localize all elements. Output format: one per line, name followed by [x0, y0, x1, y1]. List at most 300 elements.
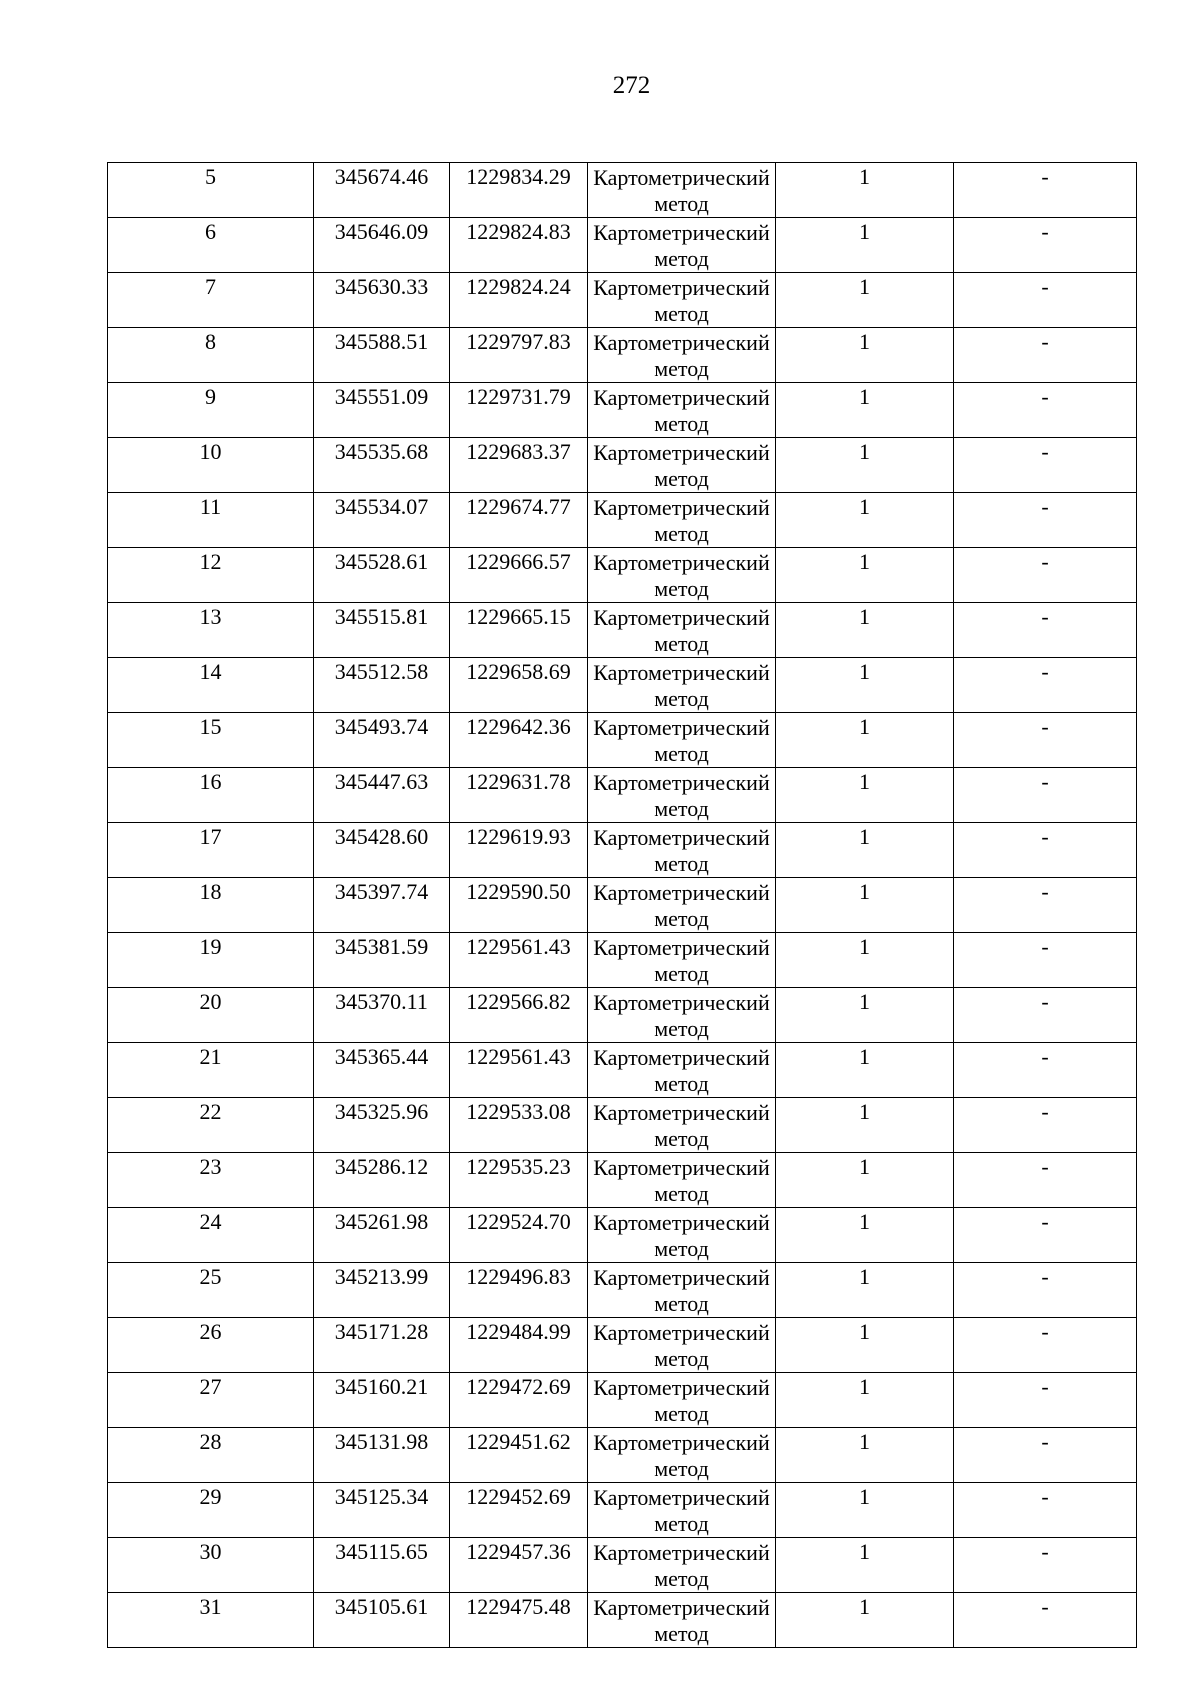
- note-value: -: [1041, 219, 1049, 244]
- x-coordinate-cell: [314, 1153, 450, 1208]
- method-value: Картометрический метод: [593, 220, 770, 271]
- point-number-value: 23: [199, 1154, 222, 1179]
- method-cell: [588, 933, 776, 988]
- note-cell: [954, 768, 1137, 823]
- x-coordinate-value: 345160.21: [334, 1374, 429, 1399]
- note-cell: [954, 273, 1137, 328]
- point-number-cell: [108, 273, 314, 328]
- note-cell: [954, 1208, 1137, 1263]
- x-coordinate-value: 345370.11: [335, 989, 428, 1014]
- accuracy-cell: [776, 328, 954, 383]
- point-number-value: 21: [199, 1044, 222, 1069]
- accuracy-cell: [776, 878, 954, 933]
- note-cell: [954, 328, 1137, 383]
- table-row: [108, 1373, 1137, 1428]
- y-coordinate-value: 1229496.83: [466, 1264, 571, 1289]
- y-coordinate-value: 1229731.79: [466, 384, 571, 409]
- method-value: Картометрический метод: [593, 1265, 770, 1316]
- y-coordinate-value: 1229683.37: [466, 439, 571, 464]
- point-number-cell: [108, 548, 314, 603]
- accuracy-cell: [776, 1263, 954, 1318]
- y-coordinate-value: 1229472.69: [466, 1374, 571, 1399]
- accuracy-cell: [776, 1483, 954, 1538]
- point-number-cell: [108, 1153, 314, 1208]
- y-coordinate-value: 1229566.82: [466, 989, 571, 1014]
- note-cell: [954, 1373, 1137, 1428]
- method-cell: [588, 658, 776, 713]
- point-number-value: 20: [199, 989, 222, 1014]
- y-coordinate-value: 1229535.23: [466, 1154, 571, 1179]
- point-number-value: 7: [205, 274, 216, 299]
- y-coordinate-cell: [450, 603, 588, 658]
- note-cell: [954, 878, 1137, 933]
- x-coordinate-cell: [314, 218, 450, 273]
- point-number-value: 27: [199, 1374, 222, 1399]
- point-number-cell: [108, 1593, 314, 1648]
- y-coordinate-cell: [450, 1428, 588, 1483]
- x-coordinate-cell: [314, 1263, 450, 1318]
- y-coordinate-cell: [450, 658, 588, 713]
- method-cell: [588, 328, 776, 383]
- y-coordinate-cell: [450, 988, 588, 1043]
- method-cell: [588, 878, 776, 933]
- x-coordinate-value: 345261.98: [334, 1209, 429, 1234]
- accuracy-value: 1: [859, 1374, 870, 1399]
- note-cell: [954, 1593, 1137, 1648]
- accuracy-value: 1: [859, 439, 870, 464]
- accuracy-value: 1: [859, 494, 870, 519]
- table-row: [108, 878, 1137, 933]
- y-coordinate-cell: [450, 1153, 588, 1208]
- accuracy-cell: [776, 1428, 954, 1483]
- x-coordinate-value: 345325.96: [334, 1099, 429, 1124]
- accuracy-cell: [776, 383, 954, 438]
- method-value: Картометрический метод: [593, 935, 770, 986]
- table-row: [108, 328, 1137, 383]
- accuracy-cell: [776, 218, 954, 273]
- note-value: -: [1041, 1264, 1049, 1289]
- note-value: -: [1041, 659, 1049, 684]
- note-value: -: [1041, 824, 1049, 849]
- point-number-cell: [108, 933, 314, 988]
- x-coordinate-value: 345630.33: [334, 274, 429, 299]
- method-cell: [588, 218, 776, 273]
- table-row: [108, 1263, 1137, 1318]
- x-coordinate-cell: [314, 438, 450, 493]
- accuracy-value: 1: [859, 879, 870, 904]
- x-coordinate-value: 345171.28: [334, 1319, 429, 1344]
- note-cell: [954, 1483, 1137, 1538]
- accuracy-cell: [776, 1538, 954, 1593]
- table-row: [108, 1538, 1137, 1593]
- y-coordinate-value: 1229561.43: [466, 1044, 571, 1069]
- table-row: [108, 1098, 1137, 1153]
- method-value: Картометрический метод: [593, 1430, 770, 1481]
- y-coordinate-value: 1229666.57: [466, 549, 571, 574]
- y-coordinate-value: 1229533.08: [466, 1099, 571, 1124]
- y-coordinate-cell: [450, 1538, 588, 1593]
- y-coordinate-value: 1229619.93: [466, 824, 571, 849]
- accuracy-value: 1: [859, 1209, 870, 1234]
- point-number-cell: [108, 1263, 314, 1318]
- x-coordinate-cell: [314, 1043, 450, 1098]
- method-cell: [588, 1263, 776, 1318]
- y-coordinate-value: 1229590.50: [466, 879, 571, 904]
- accuracy-cell: [776, 768, 954, 823]
- note-cell: [954, 1043, 1137, 1098]
- table-row: [108, 218, 1137, 273]
- y-coordinate-cell: [450, 1373, 588, 1428]
- method-cell: [588, 988, 776, 1043]
- y-coordinate-cell: [450, 548, 588, 603]
- method-value: Картометрический метод: [593, 1320, 770, 1371]
- method-value: Картометрический метод: [593, 1375, 770, 1426]
- y-coordinate-cell: [450, 438, 588, 493]
- method-cell: [588, 713, 776, 768]
- x-coordinate-cell: [314, 713, 450, 768]
- accuracy-value: 1: [859, 219, 870, 244]
- x-coordinate-cell: [314, 603, 450, 658]
- x-coordinate-value: 345646.09: [334, 219, 429, 244]
- note-value: -: [1041, 274, 1049, 299]
- y-coordinate-value: 1229665.15: [466, 604, 571, 629]
- point-number-value: 6: [205, 219, 216, 244]
- method-cell: [588, 1043, 776, 1098]
- x-coordinate-cell: [314, 1593, 450, 1648]
- table-row: [108, 988, 1137, 1043]
- x-coordinate-value: 345286.12: [334, 1154, 429, 1179]
- y-coordinate-cell: [450, 1263, 588, 1318]
- y-coordinate-value: 1229824.83: [466, 219, 571, 244]
- note-value: -: [1041, 1374, 1049, 1399]
- point-number-cell: [108, 493, 314, 548]
- accuracy-cell: [776, 493, 954, 548]
- note-cell: [954, 658, 1137, 713]
- point-number-cell: [108, 1098, 314, 1153]
- accuracy-value: 1: [859, 1154, 870, 1179]
- x-coordinate-value: 345105.61: [334, 1594, 429, 1619]
- method-value: Картометрический метод: [593, 495, 770, 546]
- y-coordinate-value: 1229642.36: [466, 714, 571, 739]
- accuracy-cell: [776, 548, 954, 603]
- note-value: -: [1041, 494, 1049, 519]
- method-cell: [588, 1153, 776, 1208]
- table-row: [108, 768, 1137, 823]
- table-row: [108, 163, 1137, 218]
- method-value: Картометрический метод: [593, 1155, 770, 1206]
- accuracy-value: 1: [859, 329, 870, 354]
- method-cell: [588, 1208, 776, 1263]
- y-coordinate-value: 1229452.69: [466, 1484, 571, 1509]
- point-number-cell: [108, 328, 314, 383]
- point-number-cell: [108, 878, 314, 933]
- note-cell: [954, 1263, 1137, 1318]
- y-coordinate-value: 1229797.83: [466, 329, 571, 354]
- y-coordinate-value: 1229674.77: [466, 494, 571, 519]
- method-value: Картометрический метод: [593, 1100, 770, 1151]
- point-number-value: 11: [199, 494, 222, 519]
- method-cell: [588, 1318, 776, 1373]
- note-cell: [954, 603, 1137, 658]
- y-coordinate-cell: [450, 1043, 588, 1098]
- point-number-value: 24: [199, 1209, 222, 1234]
- note-value: -: [1041, 1099, 1049, 1124]
- table-row: [108, 603, 1137, 658]
- note-value: -: [1041, 934, 1049, 959]
- x-coordinate-value: 345493.74: [334, 714, 429, 739]
- accuracy-value: 1: [859, 274, 870, 299]
- accuracy-cell: [776, 1098, 954, 1153]
- point-number-cell: [108, 1208, 314, 1263]
- accuracy-cell: [776, 438, 954, 493]
- accuracy-cell: [776, 1043, 954, 1098]
- note-value: -: [1041, 769, 1049, 794]
- accuracy-value: 1: [859, 714, 870, 739]
- y-coordinate-value: 1229475.48: [466, 1594, 571, 1619]
- note-value: -: [1041, 1594, 1049, 1619]
- x-coordinate-value: 345447.63: [334, 769, 429, 794]
- note-value: -: [1041, 1429, 1049, 1454]
- accuracy-value: 1: [859, 989, 870, 1014]
- x-coordinate-cell: [314, 1373, 450, 1428]
- note-cell: [954, 713, 1137, 768]
- table-row: [108, 438, 1137, 493]
- x-coordinate-cell: [314, 328, 450, 383]
- y-coordinate-cell: [450, 493, 588, 548]
- accuracy-cell: [776, 658, 954, 713]
- x-coordinate-value: 345515.81: [334, 604, 429, 629]
- x-coordinate-value: 345528.61: [334, 549, 429, 574]
- table-row: [108, 548, 1137, 603]
- table-row: [108, 1428, 1137, 1483]
- x-coordinate-cell: [314, 823, 450, 878]
- x-coordinate-value: 345115.65: [335, 1539, 428, 1564]
- point-number-value: 29: [199, 1484, 222, 1509]
- x-coordinate-cell: [314, 933, 450, 988]
- accuracy-value: 1: [859, 1594, 870, 1619]
- x-coordinate-cell: [314, 548, 450, 603]
- y-coordinate-value: 1229631.78: [466, 769, 571, 794]
- point-number-cell: [108, 1428, 314, 1483]
- table-row: [108, 933, 1137, 988]
- point-number-cell: [108, 1318, 314, 1373]
- y-coordinate-value: 1229484.99: [466, 1319, 571, 1344]
- coordinates-table: [107, 162, 1137, 1648]
- y-coordinate-cell: [450, 1483, 588, 1538]
- method-value: Картометрический метод: [593, 550, 770, 601]
- point-number-value: 30: [199, 1539, 222, 1564]
- method-cell: [588, 603, 776, 658]
- note-value: -: [1041, 879, 1049, 904]
- x-coordinate-value: 345125.34: [334, 1484, 429, 1509]
- y-coordinate-cell: [450, 218, 588, 273]
- point-number-cell: [108, 1538, 314, 1593]
- x-coordinate-cell: [314, 768, 450, 823]
- x-coordinate-cell: [314, 1483, 450, 1538]
- point-number-value: 28: [199, 1429, 222, 1454]
- table-row: [108, 1318, 1137, 1373]
- note-cell: [954, 1538, 1137, 1593]
- point-number-value: 12: [199, 549, 222, 574]
- method-cell: [588, 1483, 776, 1538]
- point-number-value: 22: [199, 1099, 222, 1124]
- note-cell: [954, 988, 1137, 1043]
- note-value: -: [1041, 1154, 1049, 1179]
- x-coordinate-value: 345365.44: [334, 1044, 429, 1069]
- x-coordinate-cell: [314, 273, 450, 328]
- accuracy-cell: [776, 273, 954, 328]
- accuracy-value: 1: [859, 1044, 870, 1069]
- point-number-cell: [108, 218, 314, 273]
- accuracy-value: 1: [859, 1484, 870, 1509]
- note-value: -: [1041, 329, 1049, 354]
- y-coordinate-cell: [450, 1318, 588, 1373]
- table-row: [108, 273, 1137, 328]
- note-cell: [954, 1428, 1137, 1483]
- table-row: [108, 823, 1137, 878]
- x-coordinate-value: 345551.09: [334, 384, 429, 409]
- method-value: Картометрический метод: [593, 1540, 770, 1591]
- y-coordinate-cell: [450, 768, 588, 823]
- note-cell: [954, 383, 1137, 438]
- note-value: -: [1041, 164, 1049, 189]
- point-number-cell: [108, 988, 314, 1043]
- accuracy-value: 1: [859, 824, 870, 849]
- point-number-value: 19: [199, 934, 222, 959]
- y-coordinate-value: 1229524.70: [466, 1209, 571, 1234]
- x-coordinate-cell: [314, 1318, 450, 1373]
- accuracy-value: 1: [859, 1264, 870, 1289]
- accuracy-value: 1: [859, 384, 870, 409]
- x-coordinate-value: 345213.99: [334, 1264, 429, 1289]
- y-coordinate-cell: [450, 1208, 588, 1263]
- table-row: [108, 383, 1137, 438]
- method-value: Картометрический метод: [593, 605, 770, 656]
- point-number-value: 25: [199, 1264, 222, 1289]
- x-coordinate-value: 345512.58: [334, 659, 429, 684]
- x-coordinate-value: 345588.51: [334, 329, 429, 354]
- method-cell: [588, 163, 776, 218]
- x-coordinate-cell: [314, 988, 450, 1043]
- accuracy-value: 1: [859, 659, 870, 684]
- accuracy-cell: [776, 1593, 954, 1648]
- accuracy-value: 1: [859, 549, 870, 574]
- y-coordinate-value: 1229451.62: [466, 1429, 571, 1454]
- x-coordinate-cell: [314, 163, 450, 218]
- y-coordinate-cell: [450, 163, 588, 218]
- point-number-cell: [108, 823, 314, 878]
- x-coordinate-value: 345535.68: [334, 439, 429, 464]
- point-number-cell: [108, 1043, 314, 1098]
- x-coordinate-value: 345397.74: [334, 879, 429, 904]
- x-coordinate-value: 345534.07: [334, 494, 429, 519]
- note-value: -: [1041, 1209, 1049, 1234]
- y-coordinate-cell: [450, 933, 588, 988]
- y-coordinate-cell: [450, 1098, 588, 1153]
- method-cell: [588, 383, 776, 438]
- y-coordinate-value: 1229834.29: [466, 164, 571, 189]
- method-value: Картометрический метод: [593, 1595, 770, 1646]
- point-number-cell: [108, 658, 314, 713]
- method-value: Картометрический метод: [593, 165, 770, 216]
- note-value: -: [1041, 439, 1049, 464]
- accuracy-cell: [776, 163, 954, 218]
- method-cell: [588, 1593, 776, 1648]
- note-cell: [954, 1098, 1137, 1153]
- note-cell: [954, 548, 1137, 603]
- point-number-value: 18: [199, 879, 222, 904]
- x-coordinate-cell: [314, 383, 450, 438]
- point-number-value: 9: [205, 384, 216, 409]
- note-value: -: [1041, 604, 1049, 629]
- note-cell: [954, 438, 1137, 493]
- method-cell: [588, 1538, 776, 1593]
- accuracy-cell: [776, 1208, 954, 1263]
- accuracy-value: 1: [859, 1319, 870, 1344]
- y-coordinate-cell: [450, 383, 588, 438]
- y-coordinate-cell: [450, 823, 588, 878]
- point-number-cell: [108, 768, 314, 823]
- note-value: -: [1041, 1319, 1049, 1344]
- method-cell: [588, 1428, 776, 1483]
- x-coordinate-value: 345381.59: [334, 934, 429, 959]
- method-value: Картометрический метод: [593, 1210, 770, 1261]
- point-number-cell: [108, 438, 314, 493]
- accuracy-cell: [776, 933, 954, 988]
- note-value: -: [1041, 549, 1049, 574]
- x-coordinate-cell: [314, 658, 450, 713]
- method-value: Картометрический метод: [593, 715, 770, 766]
- y-coordinate-value: 1229561.43: [466, 934, 571, 959]
- table-row: [108, 1208, 1137, 1263]
- point-number-value: 31: [199, 1594, 222, 1619]
- point-number-value: 15: [199, 714, 222, 739]
- note-cell: [954, 218, 1137, 273]
- x-coordinate-cell: [314, 1428, 450, 1483]
- x-coordinate-cell: [314, 1538, 450, 1593]
- y-coordinate-cell: [450, 273, 588, 328]
- note-cell: [954, 1153, 1137, 1208]
- table-row: [108, 1153, 1137, 1208]
- note-value: -: [1041, 1539, 1049, 1564]
- note-value: -: [1041, 384, 1049, 409]
- note-cell: [954, 493, 1137, 548]
- x-coordinate-cell: [314, 493, 450, 548]
- page-number: 272: [612, 72, 651, 99]
- point-number-value: 26: [199, 1319, 222, 1344]
- table-row: [108, 1043, 1137, 1098]
- method-value: Картометрический метод: [593, 825, 770, 876]
- method-value: Картометрический метод: [593, 330, 770, 381]
- point-number-value: 13: [199, 604, 222, 629]
- method-value: Картометрический метод: [593, 385, 770, 436]
- point-number-value: 17: [199, 824, 222, 849]
- method-cell: [588, 438, 776, 493]
- accuracy-cell: [776, 988, 954, 1043]
- accuracy-cell: [776, 823, 954, 878]
- x-coordinate-cell: [314, 1208, 450, 1263]
- note-cell: [954, 823, 1137, 878]
- table-row: [108, 1483, 1137, 1538]
- accuracy-value: 1: [859, 604, 870, 629]
- method-cell: [588, 548, 776, 603]
- x-coordinate-value: 345674.46: [334, 164, 429, 189]
- point-number-value: 14: [199, 659, 222, 684]
- y-coordinate-cell: [450, 1593, 588, 1648]
- note-cell: [954, 933, 1137, 988]
- point-number-cell: [108, 1373, 314, 1428]
- point-number-value: 8: [205, 329, 216, 354]
